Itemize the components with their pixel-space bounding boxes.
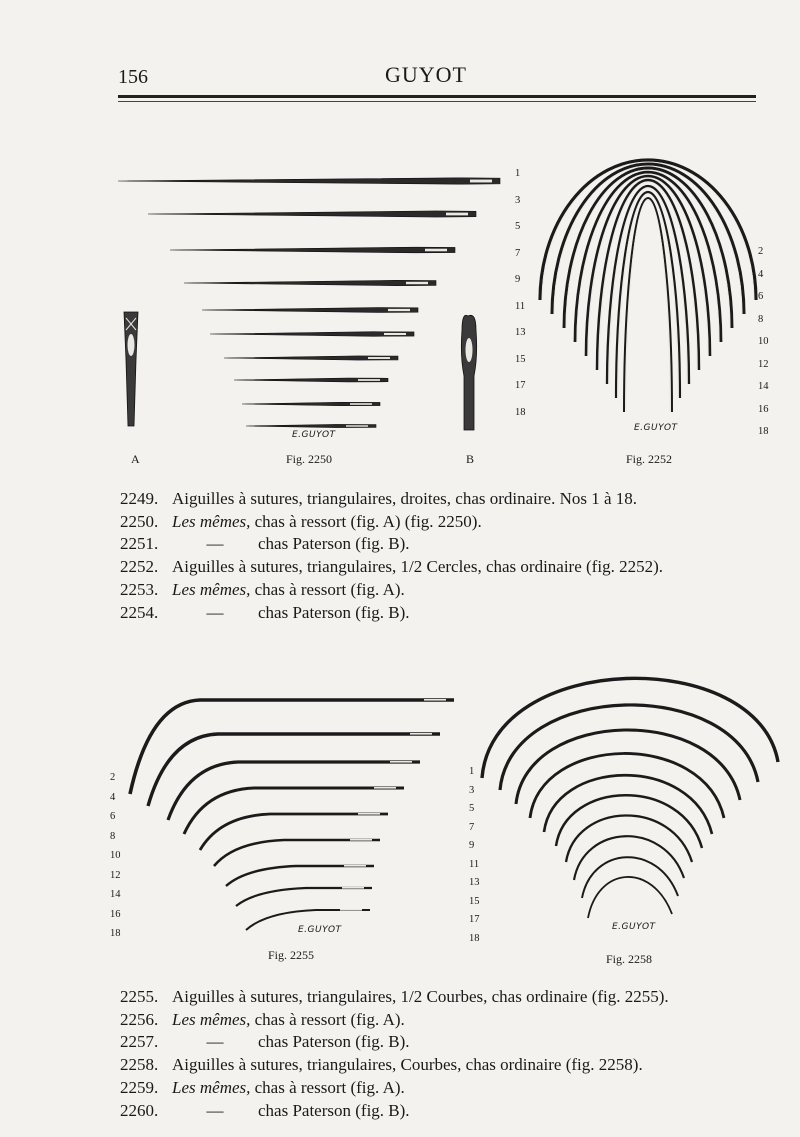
maker-mark-2255: E.GUYOT	[298, 925, 342, 935]
entry-text: Aiguilles à sutures, triangulaires, droites, chas ordinaire. Nos 1 à 18.	[172, 489, 638, 508]
catalog-entry	[120, 579, 663, 602]
size-number: 18	[110, 928, 121, 939]
size-number: 12	[110, 869, 121, 881]
straight-needle	[170, 247, 455, 253]
catalog-entry	[120, 1054, 669, 1077]
size-number: 10	[758, 336, 769, 347]
needle-eye	[390, 761, 412, 763]
straight-needle	[148, 211, 476, 217]
needle-eye	[410, 733, 432, 735]
catalog-entry	[120, 602, 663, 625]
entries-top	[120, 488, 663, 624]
size-number: 18	[758, 426, 769, 437]
ditto-dash: —	[206, 602, 224, 622]
catalog-entry	[120, 488, 663, 511]
maker-mark-2258: E.GUYOT	[612, 922, 656, 932]
curved-needle	[544, 775, 712, 834]
needle-eye	[128, 334, 135, 356]
caption-fig-2252: Fig. 2252	[626, 452, 673, 466]
size-number: 1	[469, 766, 475, 777]
entry-number: 2254.	[120, 602, 159, 622]
catalog-entry	[120, 511, 663, 534]
size-number: 6	[758, 291, 764, 302]
paterson-eye-detail-b	[461, 315, 476, 430]
figure-label-a: A	[131, 452, 140, 466]
needle-eye	[340, 909, 362, 911]
needle-highlight	[626, 200, 670, 412]
ditto-dash: —	[206, 1100, 224, 1120]
entries-bottom	[120, 986, 669, 1122]
needle-eye	[350, 403, 372, 405]
needle-eye	[358, 813, 380, 815]
size-number: 16	[758, 403, 769, 415]
size-number: 5	[515, 221, 521, 232]
needle-eye	[342, 887, 364, 889]
curved-needle	[588, 877, 672, 918]
size-number: 9	[469, 840, 475, 851]
entry-number: 2255.	[120, 987, 159, 1006]
size-number: 13	[469, 877, 480, 888]
straight-needle	[118, 178, 500, 184]
entry-italic: Les mêmes,	[172, 1009, 251, 1029]
size-number: 12	[758, 358, 769, 370]
entry-text: chas à ressort (fig. A).	[250, 579, 405, 599]
catalog-entry	[120, 1100, 669, 1123]
size-number: 5	[469, 803, 475, 814]
size-number: 16	[110, 908, 121, 920]
half-circle-needles-illustration	[540, 160, 756, 412]
ditto-dash: —	[206, 534, 224, 554]
half-curved-needle	[236, 888, 372, 906]
entry-text: chas Paterson (fig. B).	[258, 1100, 410, 1120]
needle-eye	[346, 425, 368, 426]
size-number: 11	[515, 300, 526, 312]
size-number: 4	[758, 268, 764, 280]
size-number: 2	[110, 772, 116, 783]
entry-text: chas à ressort (fig. A).	[250, 1077, 405, 1097]
size-number: 3	[515, 194, 521, 206]
entry-text: chas à ressort (fig. A) (fig. 2250).	[250, 511, 482, 531]
catalog-entry	[120, 556, 663, 579]
needle-eye	[344, 865, 366, 867]
size-number: 10	[110, 850, 121, 861]
page-number: 156	[118, 66, 148, 88]
size-number: 18	[469, 932, 480, 944]
needle-highlight	[542, 162, 754, 300]
catalog-entry	[120, 1031, 669, 1054]
needle-eye	[406, 282, 428, 284]
size-number: 17	[469, 914, 480, 925]
entry-number: 2250.	[120, 511, 159, 531]
entry-text: chas Paterson (fig. B).	[258, 534, 410, 554]
straight-needle	[210, 332, 414, 337]
curved-needles-illustration	[482, 678, 778, 918]
entry-number: 2253.	[120, 579, 159, 599]
needle-eye	[466, 338, 473, 362]
needle-eye	[424, 699, 446, 701]
size-number: 15	[469, 895, 480, 907]
half-curved-needle	[184, 788, 404, 834]
needle-eye	[446, 213, 468, 216]
catalog-entry	[120, 1077, 669, 1100]
needle-eye	[384, 333, 406, 335]
entry-text: Aiguilles à sutures, triangulaires, 1/2 Cercles, chas ordinaire (fig. 2252).	[172, 557, 663, 577]
size-number: 2	[758, 246, 764, 257]
entry-number: 2260.	[120, 1100, 159, 1120]
half-curved-needle	[148, 734, 440, 806]
entry-number: 2249.	[120, 489, 159, 508]
half-curved-needle	[130, 700, 454, 794]
size-number: 8	[758, 313, 764, 325]
size-number: 7	[515, 247, 521, 259]
size-number: 8	[110, 830, 116, 842]
entry-italic: Les mêmes,	[172, 579, 251, 599]
size-number: 3	[469, 784, 475, 796]
half-curved-needle	[214, 840, 380, 866]
caption-fig-2255: Fig. 2255	[268, 948, 315, 962]
size-number: 9	[515, 274, 521, 285]
straight-needle	[202, 308, 418, 313]
catalog-entry	[120, 986, 669, 1009]
needle-eye	[358, 379, 380, 381]
half-curved-needle	[168, 762, 420, 820]
half-curved-needle	[200, 814, 388, 850]
entry-number: 2258.	[120, 1055, 159, 1075]
needle-eye	[350, 839, 372, 841]
size-number: 17	[515, 380, 526, 391]
half-curved-needle	[226, 866, 374, 886]
caption-fig-2258: Fig. 2258	[606, 952, 653, 966]
entry-number: 2257.	[120, 1032, 159, 1052]
entry-number: 2252.	[120, 557, 159, 577]
needle-eye	[425, 249, 447, 252]
size-number: 18	[515, 406, 526, 418]
entry-text: Aiguilles à sutures, triangulaires, Courbes, chas ordinaire (fig. 2258).	[172, 1055, 643, 1075]
needle-eye-details	[124, 312, 477, 430]
half-curved-needles-illustration	[130, 699, 454, 930]
maker-mark-2252: E.GUYOT	[634, 423, 678, 433]
ditto-dash: —	[206, 1032, 224, 1052]
curved-needle	[530, 753, 724, 818]
size-number: 14	[110, 889, 121, 900]
size-number: 7	[469, 821, 475, 833]
entry-text: chas Paterson (fig. B).	[258, 602, 410, 622]
size-number: 6	[110, 811, 116, 822]
needle-eye	[470, 180, 492, 183]
needle-eye	[368, 357, 390, 359]
catalog-entry	[120, 1009, 669, 1032]
caption-fig-2250: Fig. 2250	[286, 452, 333, 466]
curved-needle	[500, 705, 758, 790]
entry-number: 2256.	[120, 1009, 159, 1029]
curved-needle	[482, 678, 778, 778]
size-number: 11	[469, 858, 480, 870]
maker-mark-2250: E.GUYOT	[292, 430, 336, 440]
figure-label-b: B	[466, 452, 475, 466]
catalog-entry	[120, 533, 663, 556]
needle-eye	[374, 787, 396, 789]
needle-eye	[388, 309, 410, 311]
straight-needles-illustration	[118, 178, 500, 428]
entry-number: 2259.	[120, 1077, 159, 1097]
page-title: GUYOT	[385, 62, 467, 87]
entry-text: chas à ressort (fig. A).	[250, 1009, 405, 1029]
size-number: 13	[515, 327, 526, 338]
size-number: 14	[758, 381, 769, 392]
entry-text: Aiguilles à sutures, triangulaires, 1/2 Courbes, chas ordinaire (fig. 2255).	[172, 987, 669, 1006]
entry-text: chas Paterson (fig. B).	[258, 1032, 410, 1052]
straight-needle	[184, 280, 436, 285]
size-number: 1	[515, 168, 521, 179]
curved-needle	[516, 730, 740, 804]
entry-italic: Les mêmes,	[172, 1077, 251, 1097]
entry-number: 2251.	[120, 534, 159, 554]
size-number: 4	[110, 791, 116, 803]
size-number: 15	[515, 353, 526, 365]
entry-italic: Les mêmes,	[172, 511, 251, 531]
